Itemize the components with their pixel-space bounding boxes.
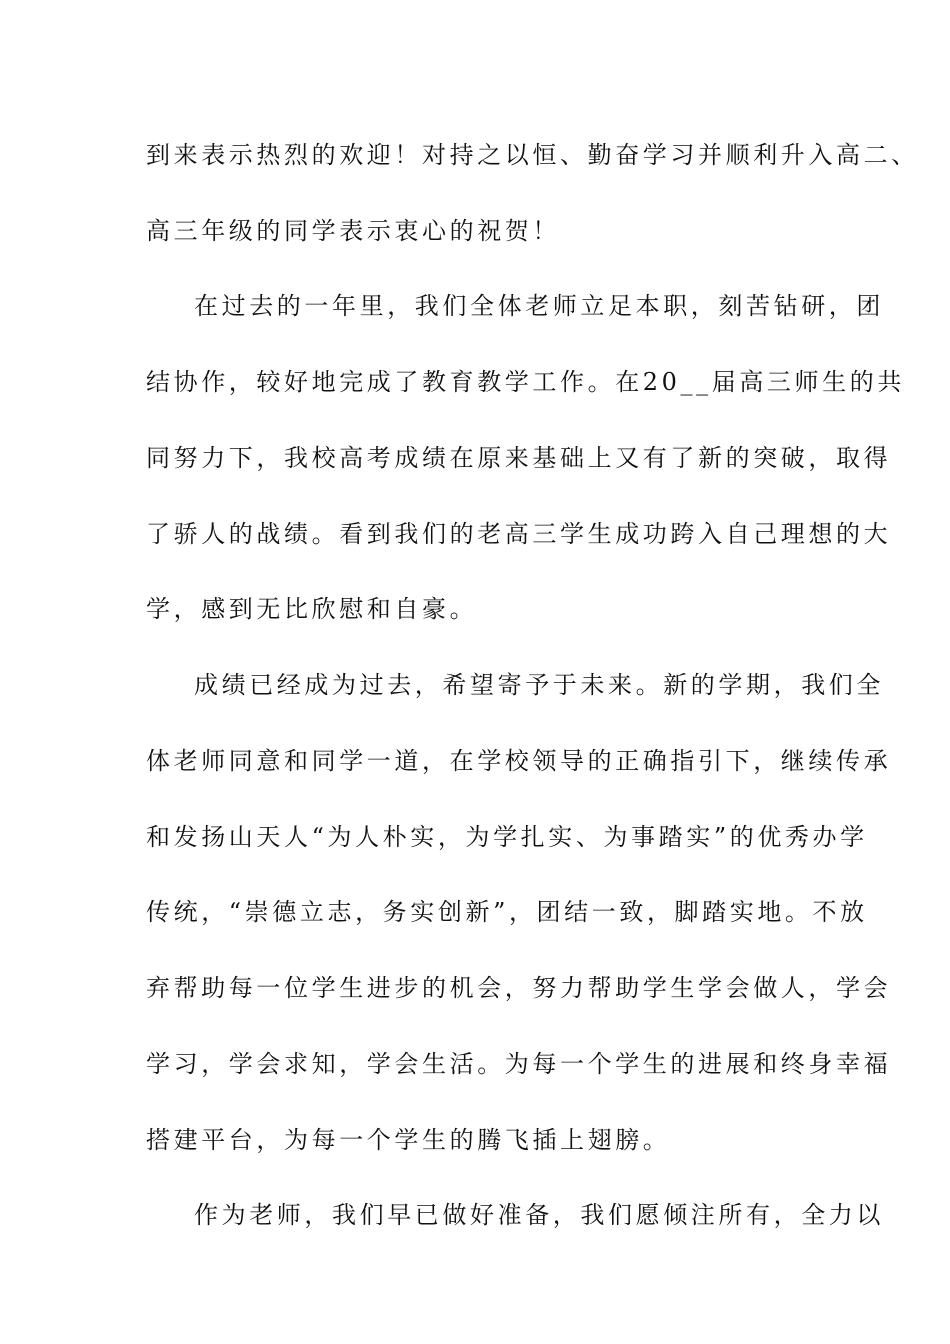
text-line: 体老师同意和同学一道，在学校领导的正确指引下，继续传承 bbox=[146, 747, 892, 775]
text-line: 到来表示热烈的欢迎！对持之以恒、勤奋学习并顺利升入高二、 bbox=[146, 141, 919, 169]
text-line: 结协作，较好地完成了教育教学工作。在20__届高三师生的共 bbox=[146, 368, 905, 396]
text-line: 同努力下，我校高考成绩在原来基础上又有了新的突破，取得 bbox=[146, 444, 892, 472]
text-line: 搭建平台，为每一个学生的腾飞插上翅膀。 bbox=[146, 1126, 671, 1154]
text-line: 传统，“崇德立志，务实创新”，团结一致，脚踏实地。不放 bbox=[146, 898, 868, 926]
text-line: 和发扬山天人“为人朴实，为学扎实、为事踏实”的优秀办学 bbox=[146, 823, 868, 851]
text-line: 了骄人的战绩。看到我们的老高三学生成功跨入自己理想的大 bbox=[146, 520, 892, 548]
text-line: 弃帮助每一位学生进步的机会，努力帮助学生学会做人，学会 bbox=[146, 974, 892, 1002]
paragraph-first-line: 在过去的一年里，我们全体老师立足本职，刻苦钻研，团 bbox=[194, 292, 884, 320]
text-line: 高三年级的同学表示衷心的祝贺！ bbox=[146, 217, 560, 245]
paragraph-first-line: 成绩已经成为过去，希望寄予于未来。新的学期，我们全 bbox=[194, 671, 884, 699]
paragraph-first-line: 作为老师，我们早已做好准备，我们愿倾注所有，全力以 bbox=[194, 1201, 884, 1229]
text-line: 学，感到无比欣慰和自豪。 bbox=[146, 595, 478, 623]
text-line: 学习，学会求知，学会生活。为每一个学生的进展和终身幸福 bbox=[146, 1050, 892, 1078]
